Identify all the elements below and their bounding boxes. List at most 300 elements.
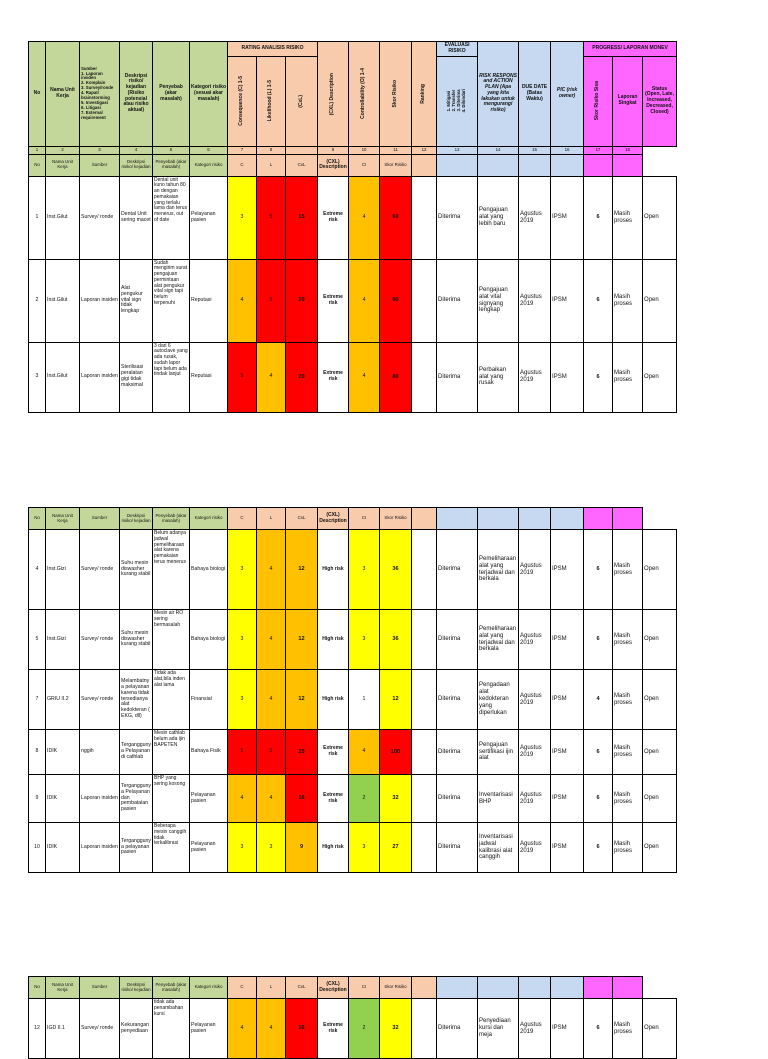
skor-sisa-cell: 6 (584, 730, 613, 775)
row-number: 10 (29, 823, 46, 873)
sub-header-cell (551, 508, 584, 530)
due-date-cell: Agustus 2019 (519, 823, 551, 873)
sub-header-cell: CxL (286, 977, 318, 999)
pic-cell: IPSM (551, 823, 584, 873)
sub-header-cell: Nama Unit Kerja (46, 154, 80, 176)
pic-cell: IPSM (551, 610, 584, 670)
controllability-cell: 2 (349, 999, 380, 1059)
cxl-cell: 15 (286, 176, 318, 259)
status-cell: Open (643, 176, 677, 259)
skor-sisa-cell: 6 (584, 176, 613, 259)
sub-header-cell (584, 977, 613, 999)
unit-cell: Inst.Gilut (46, 259, 80, 342)
kategori-cell: Pelayanan pasien (190, 176, 228, 259)
laporan-cell: Masih proses (613, 670, 643, 730)
penyebab-cell: BHP yang sering kosong (153, 775, 190, 823)
respons-cell: Inventarisasi jadwal kalibrasi alat canggih (478, 823, 519, 873)
kategori-cell: Reputasi (190, 342, 228, 412)
cxl-cell: 16 (286, 999, 318, 1059)
laporan-cell: Masih proses (613, 999, 643, 1059)
header-ranking: Ranking (420, 83, 427, 104)
header-pic: PIC (risk owner) (551, 42, 584, 147)
sumber-cell: Survey/ ronde (80, 610, 120, 670)
evaluasi-cell: Diterima (437, 530, 478, 610)
deskripsi-cell: Suhu mesin diswasher kurang stabil (120, 610, 153, 670)
ranking-cell (412, 610, 437, 670)
skor-sisa-cell: 6 (584, 823, 613, 873)
laporan-cell: Masih proses (613, 730, 643, 775)
controllability-cell: 3 (349, 610, 380, 670)
cxl-description-cell: High risk (318, 530, 349, 610)
sub-header-cell: L (257, 508, 286, 530)
header-evaluasi-group: EVALUASI RISIKO (437, 42, 478, 57)
spacer-cell (643, 508, 677, 530)
laporan-cell: Masih proses (613, 530, 643, 610)
penyebab-cell: 3 dari 6 autoclave yang ada rusak, sudah lapor tapi belum ada tindak lanjut (153, 342, 190, 412)
laporan-cell: Masih proses (613, 610, 643, 670)
sub-header-cell (437, 508, 478, 530)
ranking-cell (412, 530, 437, 610)
skor-sisa-cell: 6 (584, 610, 613, 670)
sub-header-cell: Deskripsi risiko/ kejadian (120, 977, 153, 999)
sub-header-cell (613, 154, 643, 176)
skor-cell: 60 (380, 176, 412, 259)
respons-cell: Pemeliharaan alat yang terjadwal dan berkala (478, 610, 519, 670)
cxl-cell: 20 (286, 342, 318, 412)
row-number: 9 (29, 775, 46, 823)
header-cxl: (CxL) (297, 94, 304, 108)
consequence-cell: 3 (228, 823, 257, 873)
skor-sisa-cell: 4 (584, 670, 613, 730)
sub-header-cell: (CXL) Description (318, 977, 349, 999)
sub-header-cell: Deskripsi risiko/ kejadian (120, 154, 153, 176)
sub-header-cell: No (29, 154, 46, 176)
controllability-cell: 3 (349, 823, 380, 873)
cxl-cell: 12 (286, 670, 318, 730)
row-number: 2 (29, 259, 46, 342)
due-date-cell: Agustus 2019 (519, 610, 551, 670)
sumber-cell: Laporan insiden (80, 775, 120, 823)
laporan-cell: Masih proses (613, 823, 643, 873)
risk-register-table-1 (28, 41, 677, 413)
respons-cell: Pengajuan alat yang lebih baru (478, 176, 519, 259)
ranking-cell (412, 259, 437, 342)
penyebab-cell: Tidak ada alat,bila inden alat lama (153, 670, 190, 730)
deskripsi-cell: Suhu mesin diswasher kurang stabil (120, 530, 153, 610)
sub-header-cell (412, 977, 437, 999)
skor-cell: 80 (380, 342, 412, 412)
sub-header-cell (478, 977, 519, 999)
sub-header-cell: CI (349, 508, 380, 530)
table-row (29, 342, 677, 412)
due-date-cell: Agustus 2019 (519, 342, 551, 412)
consequence-cell: 4 (228, 999, 257, 1059)
pic-cell: IPSM (551, 176, 584, 259)
header-no: No (29, 42, 46, 147)
respons-cell: Pengajuan alat vital signyang lengkap (478, 259, 519, 342)
sub-header-cell: Kategori risiko (190, 154, 228, 176)
evaluasi-cell: Diterima (437, 999, 478, 1059)
controllability-cell: 3 (349, 530, 380, 610)
sumber-cell: nggih (80, 730, 120, 775)
consequence-cell: 4 (228, 775, 257, 823)
status-cell: Open (643, 259, 677, 342)
sub-header-cell: L (257, 154, 286, 176)
sub-header-cell: Sumber (80, 508, 120, 530)
sumber-cell: Laporan insiden (80, 823, 120, 873)
skor-cell: 12 (380, 670, 412, 730)
sub-header-cell: Kategori risiko (190, 977, 228, 999)
header-cxl-desc: (CXL) Description (329, 72, 336, 115)
sub-header-cell (519, 977, 551, 999)
kategori-cell: Pelayanan pasien (190, 999, 228, 1059)
header-deskripsi: Deskripsi risiko/ kejadian (Risiko potensial atau risiko aktual) (120, 42, 153, 147)
controllability-cell: 4 (349, 730, 380, 775)
due-date-cell: Agustus 2019 (519, 259, 551, 342)
header-consequence: Consequence (C) 1-5 (238, 76, 245, 126)
consequence-cell: 3 (228, 530, 257, 610)
penyebab-cell: Mesin cathlab belum ada ijin BAPETEN (153, 730, 190, 775)
skor-sisa-cell: 6 (584, 999, 613, 1059)
row-number: 4 (29, 530, 46, 610)
sub-header-cell: Kategori risiko (190, 508, 228, 530)
penyebab-cell: tidak ada penambahan kursi (153, 999, 190, 1059)
consequence-cell: 4 (228, 259, 257, 342)
table-row (29, 999, 677, 1059)
sub-header-cell (437, 977, 478, 999)
ranking-cell (412, 730, 437, 775)
sub-header-cell: Penyebab (akar masalah) (153, 154, 190, 176)
table-row (29, 670, 677, 730)
status-cell: Open (643, 670, 677, 730)
cxl-cell: 9 (286, 823, 318, 873)
pic-cell: IPSM (551, 775, 584, 823)
table-rows-page-2 (29, 530, 677, 873)
evaluasi-cell: Diterima (437, 730, 478, 775)
sub-header-cell (551, 977, 584, 999)
unit-cell: Inst.Gizi (46, 530, 80, 610)
skor-sisa-cell: 6 (584, 775, 613, 823)
table-row (29, 530, 677, 610)
cxl-cell: 12 (286, 610, 318, 670)
header-kategori: Kategori risiko (sesuai akar masalah) (190, 42, 228, 147)
sub-header-cell (584, 508, 613, 530)
table-rows-page-1 (29, 176, 677, 412)
sub-header-cell: CI (349, 977, 380, 999)
sub-header-cell: (CXL) Description (318, 508, 349, 530)
cxl-description-cell: Extreme risk (318, 999, 349, 1059)
due-date-cell: Agustus 2019 (519, 730, 551, 775)
skor-sisa-cell: 6 (584, 342, 613, 412)
likelihood-cell: 5 (257, 176, 286, 259)
deskripsi-cell: Terganggunya Pelayanan di cathlab (120, 730, 153, 775)
kategori-cell: Finansial (190, 670, 228, 730)
status-cell: Open (643, 730, 677, 775)
table-row (29, 176, 677, 259)
sub-header-row (29, 508, 677, 530)
sub-header-cell (478, 508, 519, 530)
table-row (29, 775, 677, 823)
evaluasi-cell: Diterima (437, 176, 478, 259)
sub-header-2 (29, 508, 677, 530)
likelihood-cell: 4 (257, 610, 286, 670)
due-date-cell: Agustus 2019 (519, 176, 551, 259)
row-number: 5 (29, 610, 46, 670)
cxl-cell: 12 (286, 530, 318, 610)
cxl-description-cell: Extreme risk (318, 259, 349, 342)
kategori-cell: Bahaya biologi (190, 530, 228, 610)
cxl-cell: 25 (286, 730, 318, 775)
sub-header-cell: Penyebab (akar masalah) (153, 977, 190, 999)
deskripsi-cell: Terganggunya pelayanan pasien (120, 823, 153, 873)
ranking-cell (412, 670, 437, 730)
penyebab-cell: Beberapa mesin canggih tidak terkalibrasi (153, 823, 190, 873)
due-date-cell: Agustus 2019 (519, 999, 551, 1059)
sub-header-cell (519, 508, 551, 530)
cxl-description-cell: Extreme risk (318, 176, 349, 259)
header-due: DUE DATE (Batas Waktu) (519, 42, 551, 147)
laporan-cell: Masih proses (613, 259, 643, 342)
evaluasi-cell: Diterima (437, 775, 478, 823)
sub-header-cell: L (257, 977, 286, 999)
header-status: Status (Open, Late, Increased, Decreased, Closed) (643, 56, 677, 146)
sub-header-cell (584, 154, 613, 176)
cxl-description-cell: Extreme risk (318, 730, 349, 775)
status-cell: Open (643, 775, 677, 823)
sub-header-cell: C (228, 977, 257, 999)
row-number: 3 (29, 342, 46, 412)
ranking-cell (412, 999, 437, 1059)
risk-register-table-2 (28, 507, 677, 873)
spacer-cell (643, 154, 677, 176)
sub-header-cell: No (29, 977, 46, 999)
header-sumber: Sumber 1. Laporan insiden 2. Komplain 3. Survey/ronde 4. Rapat/ brainstorming 5. Investigasi 6. Litigasi 7. External requirement (80, 42, 120, 147)
consequence-cell: 3 (228, 610, 257, 670)
pic-cell: IPSM (551, 730, 584, 775)
header-penyebab: Penyebab (akar masalah) (153, 42, 190, 147)
respons-cell: Pemeliharaan alat yang terjadwal dan berkala (478, 530, 519, 610)
sub-header-cell (551, 154, 584, 176)
cxl-description-cell: High risk (318, 610, 349, 670)
status-cell: Open (643, 530, 677, 610)
evaluasi-cell: Diterima (437, 823, 478, 873)
sub-header-cell: Skor Risiko (380, 977, 412, 999)
likelihood-cell: 4 (257, 670, 286, 730)
penyebab-cell: Sudah mengirim surat pengajuan permintaan alat pengukur vital sign tapi belum terpenuhi (153, 259, 190, 342)
sumber-cell: Survey/ ronde (80, 530, 120, 610)
evaluasi-cell: Diterima (437, 610, 478, 670)
deskripsi-cell: Terganggunya Pelayanan dan pembatalan pasien (120, 775, 153, 823)
sub-header-cell (412, 508, 437, 530)
sub-header-cell: CxL (286, 154, 318, 176)
due-date-cell: Agustus 2019 (519, 775, 551, 823)
likelihood-cell: 3 (257, 823, 286, 873)
sumber-cell: Laporan insiden (80, 259, 120, 342)
due-date-cell: Agustus 2019 (519, 530, 551, 610)
likelihood-cell: 4 (257, 342, 286, 412)
row-number: 1 (29, 176, 46, 259)
cxl-cell: 16 (286, 775, 318, 823)
sub-header-cell (519, 154, 551, 176)
controllability-cell: 4 (349, 176, 380, 259)
penyebab-cell: Mesin air RO sering bermasalah (153, 610, 190, 670)
laporan-cell: Masih proses (613, 775, 643, 823)
kategori-cell: Pelayanan pasien (190, 775, 228, 823)
skor-sisa-cell: 6 (584, 530, 613, 610)
table-rows-page-3 (29, 999, 677, 1059)
consequence-cell: 3 (228, 176, 257, 259)
evaluasi-cell: Diterima (437, 259, 478, 342)
row-number: 7 (29, 670, 46, 730)
kategori-cell: Pelayanan pasien (190, 823, 228, 873)
skor-sisa-cell: 6 (584, 259, 613, 342)
header-progress-group: PROGRESS/ LAPORAN MONEV (584, 42, 677, 57)
sub-header-cell: C (228, 508, 257, 530)
skor-cell: 32 (380, 775, 412, 823)
sub-header-cell: Deskripsi risiko/ kejadian (120, 508, 153, 530)
controllability-cell: 4 (349, 342, 380, 412)
sub-header-cell: Skor Risiko (380, 508, 412, 530)
controllability-cell: 1 (349, 670, 380, 730)
respons-cell: Penyediaan kursi dan meja (478, 999, 519, 1059)
deskripsi-cell: Kekurangan penyediaan (120, 999, 153, 1059)
header-sisa: Skor Risiko Sisa (594, 81, 601, 121)
cxl-description-cell: Extreme risk (318, 775, 349, 823)
ranking-cell (412, 176, 437, 259)
penyebab-cell: Dental unit kuno tahun 80 an dengan pemakaian yang terlalu lama dan terus menerus, out of date (153, 176, 190, 259)
respons-cell: Pengadaan alat kedokteran yang diperlukan (478, 670, 519, 730)
sub-header-cell: Penyebab (akar masalah) (153, 508, 190, 530)
header-evaluasi: 1. Mitigasi 2. Transfer 3. Diterima 4. Dihindari (446, 89, 466, 113)
sub-header-cell: Sumber (80, 977, 120, 999)
sumber-cell: Survey/ ronde (80, 176, 120, 259)
skor-cell: 27 (380, 823, 412, 873)
likelihood-cell: 4 (257, 775, 286, 823)
consequence-cell: 5 (228, 730, 257, 775)
pic-cell: IPSM (551, 530, 584, 610)
unit-cell: IDIK (46, 775, 80, 823)
sub-header-cell: Nama Unit Kerja (46, 508, 80, 530)
table-row (29, 610, 677, 670)
sub-header-cell: Sumber (80, 154, 120, 176)
due-date-cell: Agustus 2019 (519, 670, 551, 730)
skor-cell: 80 (380, 259, 412, 342)
skor-cell: 36 (380, 610, 412, 670)
risk-register-table-3 (28, 976, 677, 1059)
pic-cell: IPSM (551, 342, 584, 412)
header-skor: Skor Risiko (391, 79, 398, 108)
deskripsi-cell: Dental Unit sering macet (120, 176, 153, 259)
table-row (29, 823, 677, 873)
sub-header-cell (437, 154, 478, 176)
sub-header-cell: Skor Risiko (380, 154, 412, 176)
sub-header-cell: C (228, 154, 257, 176)
sub-header-1 (29, 154, 677, 176)
likelihood-cell: 4 (257, 530, 286, 610)
header-rating-group: RATING ANALISIS RISIKO (228, 42, 318, 57)
header-likelihood: Likelihood (L) 1-5 (267, 80, 274, 122)
sub-header-cell: CI (349, 154, 380, 176)
status-cell: Open (643, 610, 677, 670)
status-cell: Open (643, 342, 677, 412)
cxl-description-cell: Extreme risk (318, 342, 349, 412)
unit-cell: Inst.Gizi (46, 610, 80, 670)
respons-cell: Perbaikan alat yang rusak (478, 342, 519, 412)
status-cell: Open (643, 999, 677, 1059)
header-respons: RISK RESPONS and ACTION PLAN (Apa yang kita lakukan untuk mengurangi risiko) (478, 42, 519, 147)
sub-header-cell (412, 154, 437, 176)
cxl-description-cell: High risk (318, 670, 349, 730)
sub-header-cell (478, 154, 519, 176)
skor-cell: 36 (380, 530, 412, 610)
evaluasi-cell: Diterima (437, 342, 478, 412)
deskripsi-cell: Melambatnya pelayanan karena tidak tersedianya alat kedokteran ( EKG, dll) (120, 670, 153, 730)
pic-cell: IPSM (551, 259, 584, 342)
ranking-cell (412, 823, 437, 873)
kategori-cell: Bahaya Fisik (190, 730, 228, 775)
sub-header-cell: Nama Unit Kerja (46, 977, 80, 999)
table-row (29, 259, 677, 342)
sub-header-cell (613, 508, 643, 530)
kategori-cell: Bahaya biologi (190, 610, 228, 670)
sub-header-cell: (CXL) Description (318, 154, 349, 176)
ranking-cell (412, 342, 437, 412)
skor-cell: 100 (380, 730, 412, 775)
respons-cell: Inventarisasi BHP (478, 775, 519, 823)
cxl-cell: 20 (286, 259, 318, 342)
sub-header-row (29, 977, 677, 999)
unit-cell: IDIK (46, 823, 80, 873)
row-number: 12 (29, 999, 46, 1059)
unit-cell: IGD II.1 (46, 999, 80, 1059)
sumber-cell: Survey/ ronde (80, 999, 120, 1059)
likelihood-cell: 4 (257, 999, 286, 1059)
penyebab-cell: Belum adanya jadwal pemeliharaan alat karena pemakaian terus menerus (153, 530, 190, 610)
likelihood-cell: 5 (257, 259, 286, 342)
kategori-cell: Reputasi (190, 259, 228, 342)
sub-header-row (29, 154, 677, 176)
pic-cell: IPSM (551, 670, 584, 730)
respons-cell: Pengajuan sertifikasi ijin alat (478, 730, 519, 775)
sub-header-cell (613, 977, 643, 999)
row-number: 8 (29, 730, 46, 775)
header-laporan: Laporan Singkat (613, 56, 643, 146)
spacer-cell (643, 977, 677, 999)
unit-cell: IDIK (46, 730, 80, 775)
column-number-row: 1 2 3 4 5 6 7 8 9 10 11 12 13 14 15 16 17 18 (29, 146, 677, 154)
table-row (29, 730, 677, 775)
sumber-cell: Laporan insiden (80, 342, 120, 412)
laporan-cell: Masih proses (613, 176, 643, 259)
likelihood-cell: 5 (257, 730, 286, 775)
ranking-cell (412, 775, 437, 823)
sub-header-cell: No (29, 508, 46, 530)
controllability-cell: 2 (349, 775, 380, 823)
unit-cell: GRIU II.2 (46, 670, 80, 730)
laporan-cell: Masih proses (613, 342, 643, 412)
status-cell: Open (643, 823, 677, 873)
sub-header-cell: CxL (286, 508, 318, 530)
controllability-cell: 4 (349, 259, 380, 342)
deskripsi-cell: Sterilisasi peralatan gigi tidak maksimal (120, 342, 153, 412)
unit-cell: Inst.Gilut (46, 176, 80, 259)
unit-cell: Inst.Gilut (46, 342, 80, 412)
consequence-cell: 5 (228, 342, 257, 412)
header-controllability: Controllability (O) 1-4 (360, 68, 367, 120)
header-unit: Nama Unit Kerja (46, 42, 80, 147)
sumber-cell: Survey/ ronde (80, 670, 120, 730)
evaluasi-cell: Diterima (437, 670, 478, 730)
